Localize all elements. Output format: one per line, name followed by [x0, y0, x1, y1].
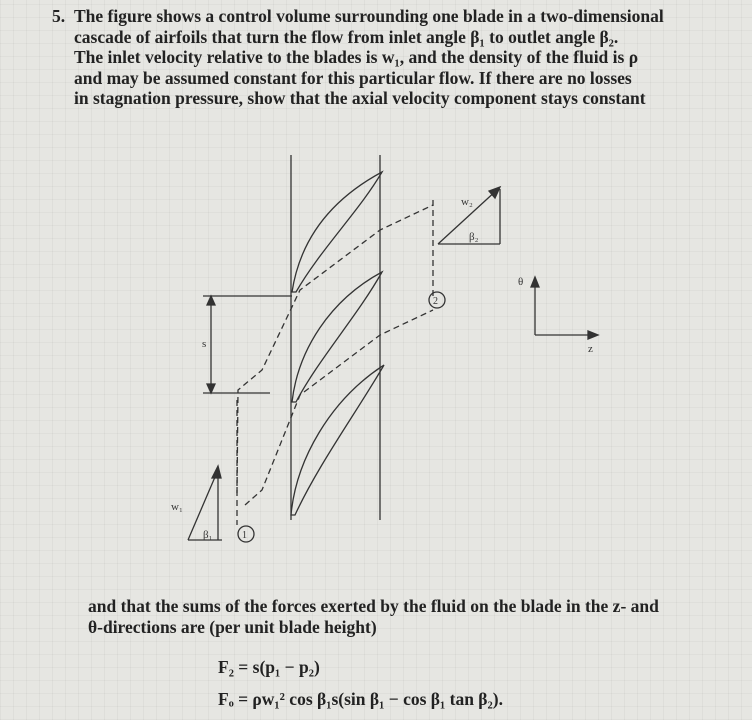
problem-line: and may be assumed constant for this particular flow. If there are no losses [74, 67, 632, 88]
theta-label: θ [518, 276, 524, 288]
control-volume-upper-boundary [237, 205, 433, 493]
continuation-line: and that the sums of the forces exerted by the fluid on the blade in the z- and [88, 596, 659, 616]
w1-arrowhead-icon [212, 466, 221, 478]
theta-axis-arrow-icon [531, 277, 539, 287]
blade-middle [292, 272, 382, 402]
blade-top [292, 172, 382, 292]
w2-label: w₂ [461, 196, 473, 208]
problem-number: 5. [52, 6, 66, 26]
equation-fz: F₂ = s(p₁ − p₂) [218, 657, 320, 677]
control-volume-lower-boundary [245, 310, 433, 505]
z-label: z [588, 343, 593, 355]
z-axis-arrow-icon [588, 331, 598, 339]
station-2-label: 2 [433, 296, 438, 307]
problem-line: The inlet velocity relative to the blades is w₁, and the density of the fluid is ρ [74, 47, 639, 67]
station-1-label: 1 [242, 530, 247, 541]
pitch-arrow-up-icon [207, 296, 215, 305]
cascade-figure [150, 140, 620, 580]
beta2-label: β₂ [469, 231, 479, 243]
problem-line: in stagnation pressure, show that the axial velocity component stays constant [74, 88, 646, 108]
pitch-arrow-down-icon [207, 384, 215, 393]
problem-statement [52, 6, 732, 109]
w1-label: w₁ [171, 501, 183, 513]
equation-ftheta: Fₒ = ρw₁² cos β₁s(sin β₁ − cos β₁ tan β₂). [218, 689, 503, 709]
problem-line: cascade of airfoils that turn the flow from inlet angle β₁ to outlet angle β₂. [74, 26, 619, 47]
continuation-text [88, 596, 728, 638]
problem-line: The figure shows a control volume surrounding one blade in a two-dimensional [74, 6, 664, 26]
beta1-label: β₁ [203, 529, 213, 541]
pitch-s-label: s [202, 338, 207, 350]
continuation-line: θ-directions are (per unit blade height) [88, 617, 377, 637]
